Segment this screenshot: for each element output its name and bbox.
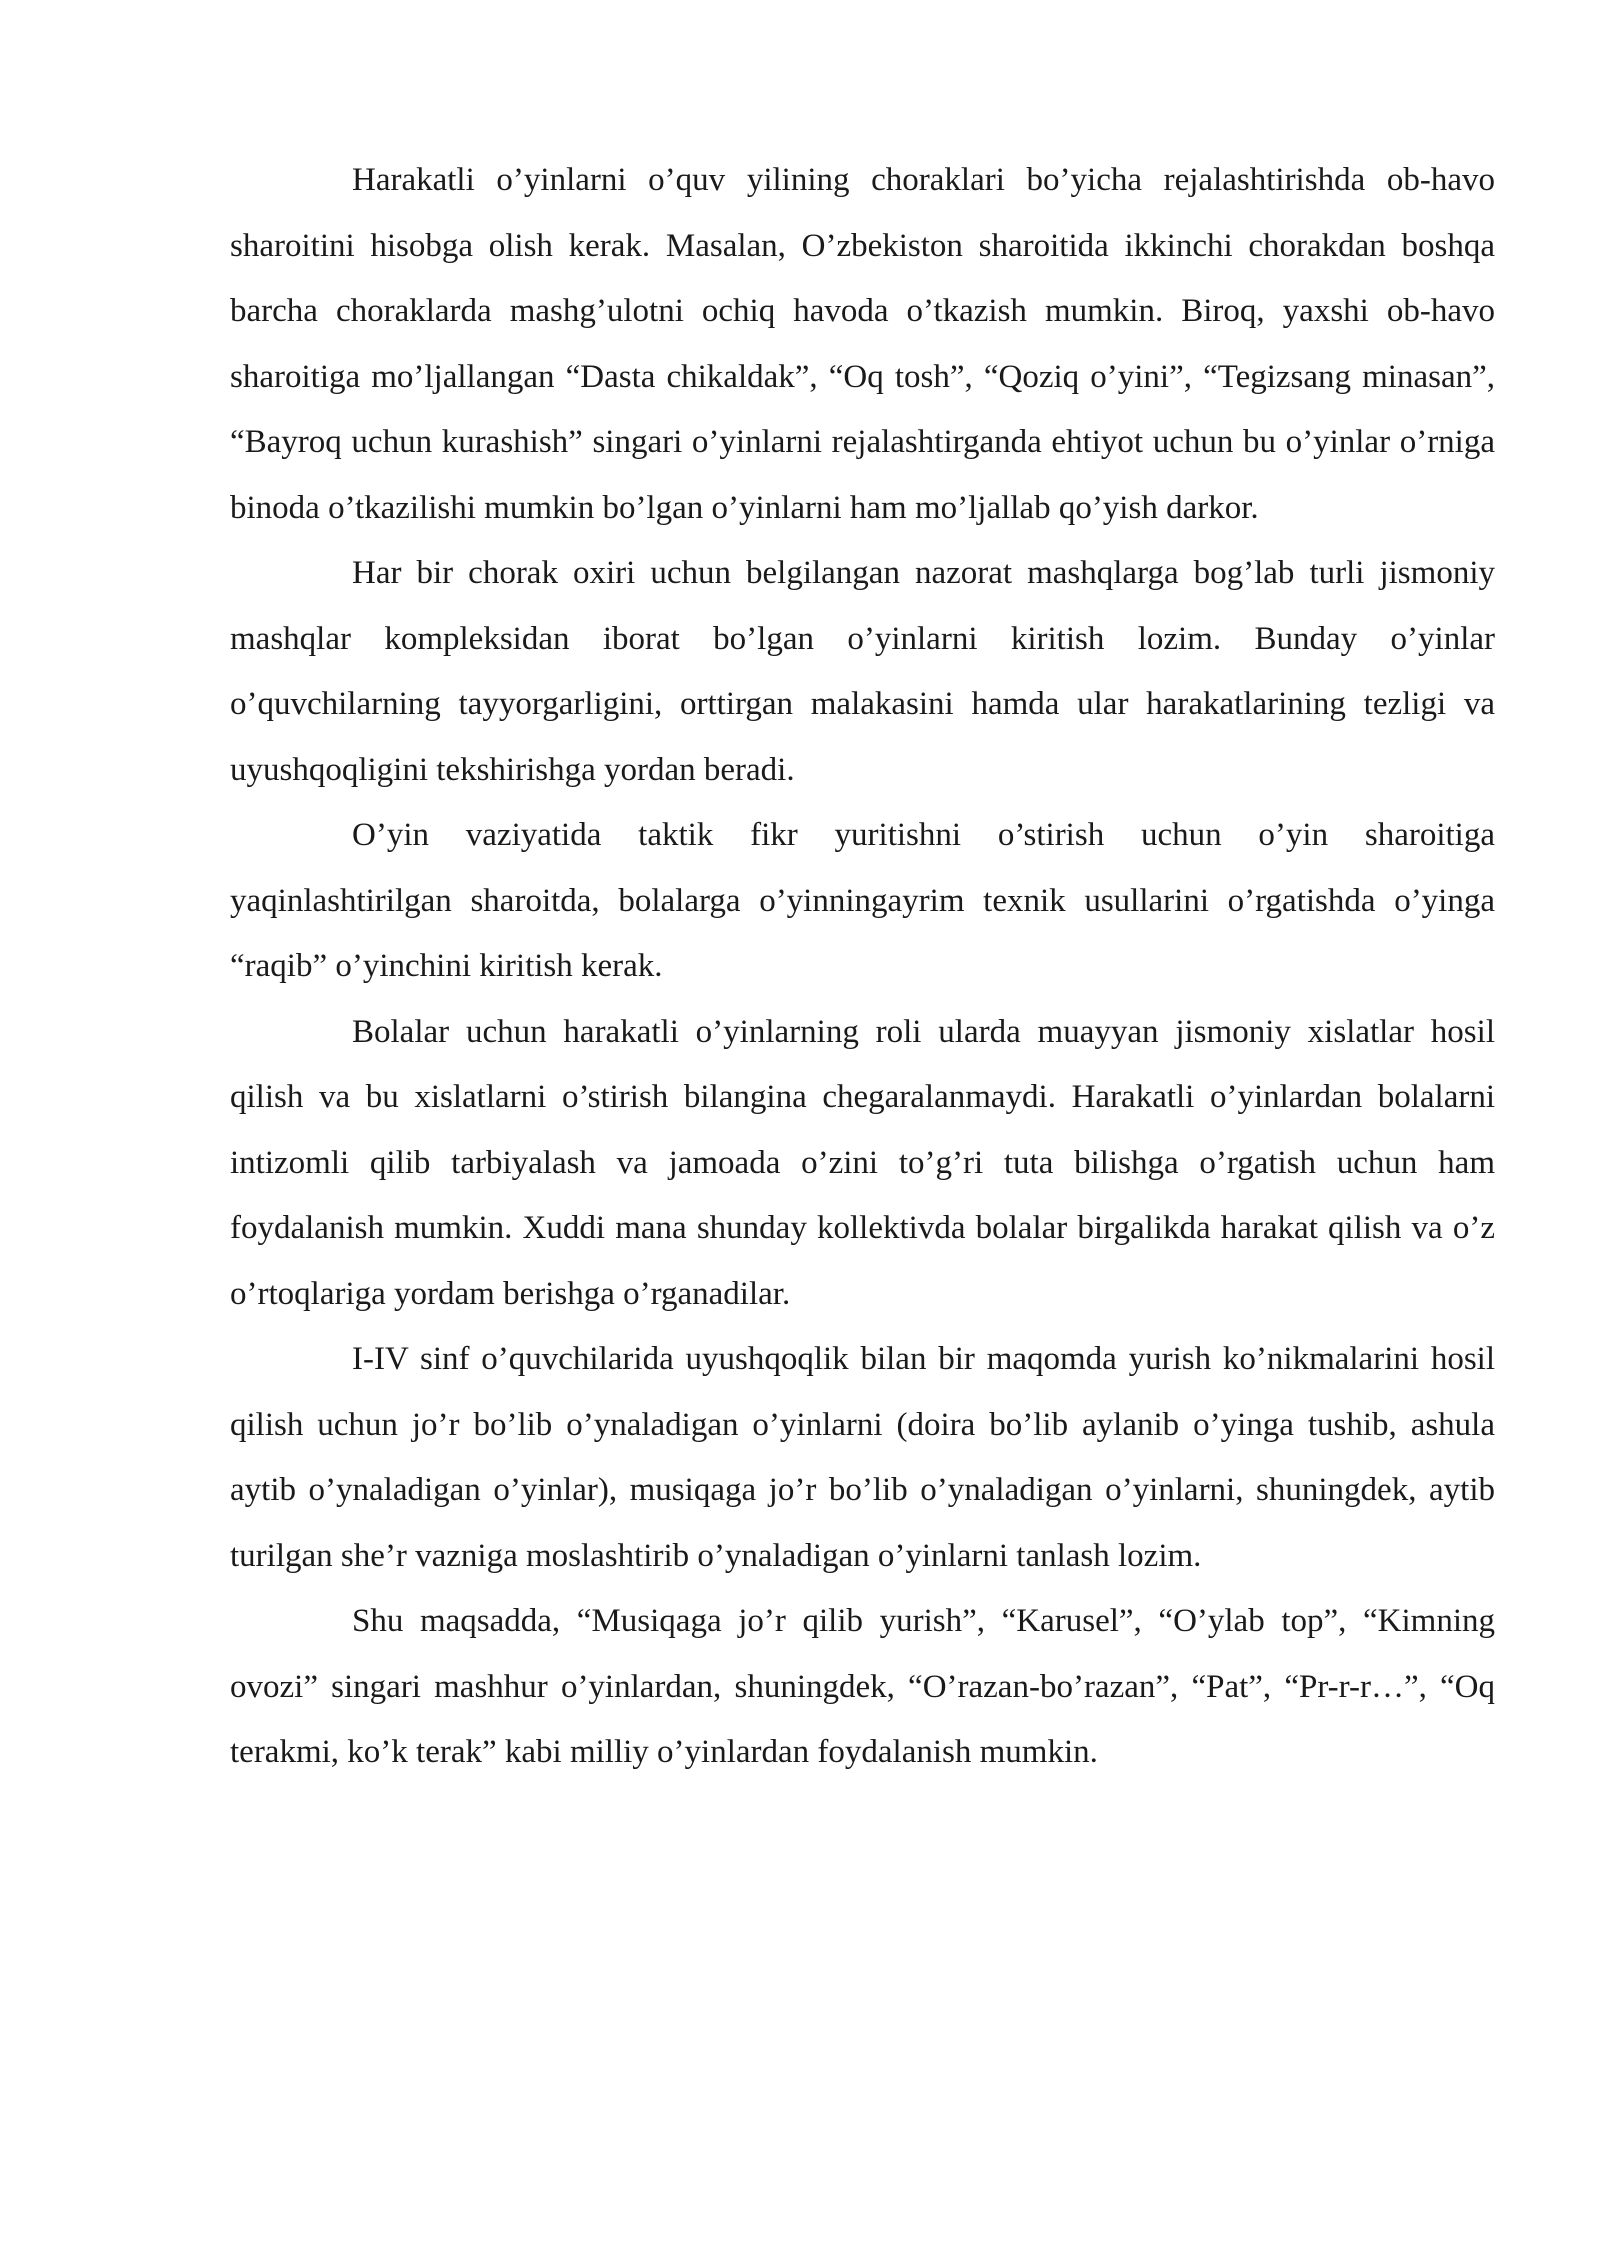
document-body bbox=[230, 148, 1495, 1786]
paragraph-3: O’yin vaziyatida taktik fikr yuritishni o’stirish uchun o’yin sharoitiga yaqinlashtirilgan sharoitda, bolalarga o’yinningayrim texnik usullarini o’rgatishda o’yinga “raqib” o’yinchini kiritish kerak. bbox=[230, 817, 1495, 984]
paragraph-6: Shu maqsadda, “Musiqaga jo’r qilib yurish”, “Karusel”, “O’ylab top”, “Kimning ovozi” singari mashhur o’yinlardan, shuningdek, “O’razan-bo’razan”, “Pat”, “Pr-r-r…”, “Oq terakmi, ko’k terak” kabi milliy o’yinlardan foydalanish mumkin. bbox=[230, 1603, 1495, 1770]
paragraph-1: Harakatli o’yinlarni o’quv yilining choraklari bo’yicha rejalashtirishda ob-havo sharoitini hisobga olish kerak. Masalan, O’zbekiston sharoitida ikkinchi chorakdan boshqa barcha choraklarda mashg’ulotni ochiq havoda o’tkazish mumkin. Biroq, yaxshi ob-havo sharoitiga mo’ljallangan “Dasta chikaldak”, “Oq tosh”, “Qoziq o’yini”, “Tegizsang minasan”, “Bayroq uchun kurashish” singari o’yinlarni rejalashtirganda ehtiyot uchun bu o’yinlar o’rniga binoda o’tkazilishi mumkin bo’lgan o’yinlarni ham mo’ljallab qo’yish darkor. bbox=[230, 162, 1495, 526]
paragraph-5: I-IV sinf o’quvchilarida uyushqoqlik bilan bir maqomda yurish ko’nikmalarini hosil qilish uchun jo’r bo’lib o’ynaladigan o’yinlarni (doira bo’lib aylanib o’yinga tushib, ashula aytib o’ynaladigan o’yinlar), musiqaga jo’r bo’lib o’ynaladigan o’yinlarni, shuningdek, aytib turilgan she’r vazniga moslashtirib o’ynaladigan o’yinlarni tanlash lozim. bbox=[230, 1341, 1495, 1574]
paragraph-2: Har bir chorak oxiri uchun belgilangan nazorat mashqlarga bog’lab turli jismoniy mashqlar kompleksidan iborat bo’lgan o’yinlarni kiritish lozim. Bunday o’yinlar o’quvchilarning tayyorgarligini, orttirgan malakasini hamda ular harakatlarining tezligi va uyushqoqligini tekshirishga yordan beradi. bbox=[230, 555, 1495, 788]
paragraph-4: Bolalar uchun harakatli o’yinlarning roli ularda muayyan jismoniy xislatlar hosil qilish va bu xislatlarni o’stirish bilangina chegaralanmaydi. Harakatli o’yinlardan bolalarni intizomli qilib tarbiyalash va jamoada o’zini to’g’ri tuta bilishga o’rgatish uchun ham foydalanish mumkin. Xuddi mana shunday kollektivda bolalar birgalikda harakat qilish va o’z o’rtoqlariga yordam berishga o’rganadilar. bbox=[230, 1013, 1495, 1312]
